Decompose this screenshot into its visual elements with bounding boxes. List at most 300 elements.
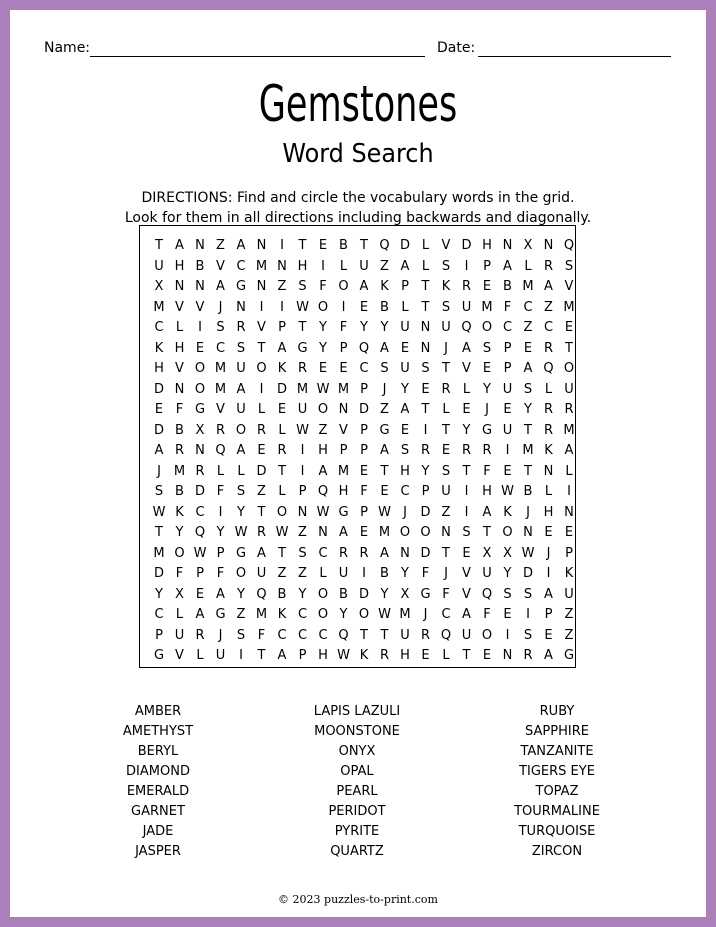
grid-letter: A (544, 279, 553, 294)
grid-letter: O (174, 545, 185, 561)
grid-letter: S (236, 340, 246, 356)
grid-letter: A (462, 607, 471, 622)
grid-letter: D (522, 566, 533, 581)
grid-letter: H (482, 484, 492, 499)
grid-letter: P (196, 566, 204, 581)
grid-letter: W (337, 648, 350, 663)
grid-letter: T (442, 422, 450, 438)
grid-letter: E (359, 463, 369, 479)
grid-letter: U (564, 381, 574, 397)
word-list-item: BERYL (137, 744, 179, 759)
grid-letter: Z (216, 238, 225, 253)
grid-letter: S (298, 279, 307, 294)
grid-letter: P (360, 504, 368, 520)
grid-letter: M (522, 443, 534, 458)
grid-letter: T (380, 463, 389, 479)
grid-letter: M (481, 299, 493, 315)
grid-letter: U (400, 320, 410, 335)
grid-letter: L (524, 258, 532, 274)
grid-letter: O (502, 525, 513, 540)
grid-letter: V (216, 258, 225, 274)
grid-letter: K (564, 566, 574, 581)
grid-letter: I (218, 504, 223, 520)
grid-letter: I (259, 299, 264, 315)
grid-letter: E (503, 402, 512, 417)
grid-letter: B (503, 279, 512, 294)
grid-letter: J (382, 381, 387, 397)
grid-letter: L (462, 381, 471, 397)
grid-letter: T (298, 238, 307, 253)
grid-letter: B (175, 422, 184, 438)
grid-letter: C (154, 607, 164, 622)
grid-letter: L (257, 402, 266, 417)
grid-letter: T (565, 340, 573, 356)
grid-letter: A (564, 443, 574, 458)
grid-letter: R (523, 648, 533, 663)
grid-letter: Q (256, 586, 267, 602)
grid-letter: S (421, 361, 430, 376)
grid-letter: W (193, 545, 207, 561)
grid-letter: I (546, 566, 551, 581)
grid-letter: J (218, 627, 223, 643)
grid-letter: W (316, 504, 330, 520)
grid-letter: U (215, 648, 226, 663)
grid-letter: F (442, 586, 450, 602)
grid-letter: S (236, 484, 246, 499)
grid-letter: L (421, 258, 430, 274)
grid-letter: W (275, 525, 289, 540)
grid-letter: T (442, 545, 450, 561)
grid-letter: I (300, 463, 305, 479)
grid-letter: U (154, 258, 164, 274)
grid-letter: U (256, 566, 267, 581)
grid-letter: E (544, 525, 553, 540)
grid-letter: Y (380, 586, 389, 602)
grid-letter: U (400, 361, 410, 376)
grid-letter: V (462, 361, 471, 376)
grid-letter: E (400, 340, 410, 356)
grid-letter: R (195, 627, 205, 643)
grid-letter: O (481, 627, 493, 643)
grid-letter: T (421, 279, 430, 294)
grid-letter: E (482, 361, 492, 376)
grid-letter: J (218, 299, 223, 315)
grid-letter: F (360, 484, 368, 499)
grid-letter: E (564, 320, 574, 335)
grid-letter: S (462, 525, 471, 540)
grid-letter: A (236, 381, 246, 397)
grid-letter: A (380, 443, 389, 458)
grid-letter: Z (544, 299, 553, 315)
grid-letter: M (255, 258, 268, 274)
grid-letter: X (523, 238, 533, 253)
grid-letter: D (153, 381, 164, 397)
grid-letter: Q (379, 238, 390, 253)
grid-letter: Q (317, 484, 329, 499)
word-list-item: DIAMOND (126, 764, 190, 779)
grid-letter: S (523, 586, 533, 602)
grid-letter: C (359, 361, 369, 376)
grid-letter: A (400, 258, 410, 274)
grid-letter: E (318, 238, 328, 253)
grid-letter: Z (298, 525, 307, 540)
grid-letter: S (154, 484, 164, 499)
grid-letter: Y (319, 320, 327, 335)
grid-letter: W (378, 504, 391, 520)
word-list-item: PYRITE (334, 824, 380, 839)
grid-letter: M (173, 463, 186, 479)
grid-letter: G (338, 504, 349, 520)
grid-letter: I (464, 484, 469, 499)
page-title: Gemstones (258, 75, 458, 133)
grid-letter: U (482, 566, 492, 581)
grid-letter: L (421, 238, 430, 253)
grid-letter: D (256, 463, 267, 479)
grid-letter: U (174, 627, 185, 643)
grid-letter: O (338, 279, 349, 294)
grid-letter: A (482, 504, 492, 520)
grid-letter: F (175, 402, 184, 417)
grid-letter: T (421, 299, 430, 315)
grid-letter: R (297, 361, 308, 376)
grid-letter: F (483, 607, 491, 622)
grid-letter: X (154, 279, 164, 294)
grid-letter: A (216, 586, 225, 602)
grid-letter: L (319, 566, 327, 581)
name-label: Name: (44, 40, 91, 56)
grid-letter: H (318, 648, 328, 663)
grid-letter: U (441, 484, 451, 499)
grid-letter: Z (441, 504, 451, 520)
grid-letter: U (236, 361, 246, 376)
grid-letter: C (195, 504, 205, 520)
grid-letter: V (175, 648, 184, 663)
grid-letter: Q (338, 627, 349, 643)
grid-letter: C (215, 340, 226, 356)
grid-letter: A (339, 525, 348, 540)
grid-letter: T (524, 463, 532, 479)
word-list-item: GARNET (131, 804, 185, 819)
grid-letter: D (399, 238, 410, 253)
grid-letter: H (400, 648, 410, 663)
grid-letter: R (338, 545, 349, 561)
grid-letter: P (278, 320, 286, 335)
grid-letter: N (502, 648, 513, 663)
grid-letter: U (359, 258, 369, 274)
grid-letter: I (464, 258, 469, 274)
grid-letter: I (423, 422, 428, 438)
grid-letter: I (280, 238, 284, 253)
grid-letter: P (503, 340, 512, 356)
grid-letter: S (380, 361, 389, 376)
grid-letter: L (175, 607, 184, 622)
grid-letter: N (256, 238, 267, 253)
grid-letter: P (339, 340, 348, 356)
grid-letter: R (543, 258, 554, 274)
grid-letter: L (565, 463, 573, 479)
grid-letter: I (280, 299, 284, 315)
grid-letter: M (563, 422, 575, 438)
page-subtitle: Word Search (282, 139, 434, 169)
grid-letter: O (358, 607, 370, 622)
word-list-item: RUBY (539, 704, 575, 719)
grid-letter: L (216, 463, 225, 479)
grid-letter: F (421, 566, 430, 581)
grid-letter: I (259, 381, 264, 397)
grid-letter: R (256, 422, 267, 438)
grid-letter: O (317, 607, 329, 622)
grid-letter: L (544, 484, 553, 499)
word-list-item: QUARTZ (330, 844, 384, 859)
grid-letter: U (297, 402, 308, 417)
grid-letter: W (296, 299, 309, 315)
grid-letter: A (544, 648, 553, 663)
grid-letter: N (543, 238, 554, 253)
grid-letter: Q (440, 627, 452, 643)
grid-letter: Y (339, 607, 348, 622)
grid-letter: V (339, 422, 348, 438)
grid-letter: H (154, 361, 164, 376)
grid-letter: P (216, 545, 225, 561)
grid-letter: T (257, 648, 266, 663)
grid-letter: Y (462, 422, 471, 438)
grid-letter: Z (523, 320, 533, 335)
grid-letter: Y (237, 586, 245, 602)
grid-letter: A (175, 238, 184, 253)
date-line (478, 56, 671, 57)
grid-letter: B (523, 484, 533, 499)
grid-letter: P (401, 279, 409, 294)
word-list-item: EMERALD (126, 784, 190, 799)
grid-letter: R (564, 402, 574, 417)
grid-letter: Y (216, 525, 225, 540)
grid-letter: F (319, 279, 327, 294)
grid-letter: Y (380, 320, 389, 335)
grid-letter: H (543, 504, 554, 520)
grid-letter: C (318, 627, 328, 643)
grid-letter: C (277, 627, 287, 643)
grid-letter: D (276, 381, 287, 397)
word-list-item: PERIDOT (328, 804, 386, 819)
grid-letter: A (195, 607, 205, 622)
grid-letter: G (563, 648, 575, 663)
word-list-item: AMETHYST (122, 724, 194, 739)
grid-letter: Z (380, 258, 389, 274)
grid-letter: L (339, 258, 348, 274)
grid-letter: U (400, 627, 410, 643)
grid-letter: G (420, 586, 431, 602)
grid-letter: E (503, 463, 512, 479)
grid-letter: E (523, 340, 533, 356)
grid-letter: L (401, 299, 409, 315)
grid-letter: F (503, 299, 512, 315)
grid-letter: P (339, 443, 348, 458)
grid-letter: Y (298, 586, 307, 602)
grid-letter: V (462, 586, 471, 602)
grid-letter: H (482, 238, 492, 253)
grid-letter: R (236, 320, 246, 335)
grid-letter: A (236, 443, 246, 458)
grid-letter: G (215, 607, 226, 622)
grid-letter: C (400, 484, 410, 499)
word-list-item: TANZANITE (520, 744, 594, 759)
grid-letter: E (195, 340, 205, 356)
word-list-item: SAPPHIRE (525, 724, 589, 739)
grid-letter: Y (175, 525, 184, 540)
grid-letter: I (505, 627, 510, 643)
grid-letter: A (544, 586, 553, 602)
grid-letter: P (298, 648, 307, 663)
grid-letter: N (420, 320, 431, 335)
grid-letter: H (174, 258, 185, 274)
directions-line-2: Look for them in all directions including backwards and diagonally. (124, 210, 592, 226)
grid-letter: D (420, 504, 431, 520)
grid-letter: N (256, 279, 267, 294)
grid-letter: E (318, 361, 328, 376)
grid-letter: S (236, 627, 246, 643)
grid-letter: Z (236, 607, 246, 622)
grid-letter: K (277, 361, 287, 376)
grid-letter: D (358, 586, 369, 602)
grid-letter: B (380, 566, 389, 581)
grid-letter: T (278, 545, 286, 561)
word-list-item: TOPAZ (535, 784, 579, 799)
grid-letter: N (523, 525, 533, 540)
grid-letter: H (400, 463, 410, 479)
grid-letter: V (175, 361, 184, 376)
grid-letter: N (195, 443, 205, 458)
grid-letter: I (464, 504, 469, 520)
grid-letter: T (380, 627, 389, 643)
grid-letter: Y (483, 381, 491, 397)
grid-letter: U (461, 299, 472, 315)
grid-letter: T (483, 525, 491, 540)
grid-letter: D (420, 545, 431, 561)
grid-letter: G (153, 648, 165, 663)
grid-letter: D (153, 422, 164, 438)
grid-letter: L (278, 422, 286, 438)
grid-letter: Y (155, 586, 163, 602)
grid-letter: J (526, 504, 530, 520)
grid-letter: T (524, 422, 532, 438)
grid-letter: R (359, 545, 369, 561)
grid-letter: U (564, 586, 574, 602)
grid-letter: U (461, 627, 472, 643)
grid-letter: V (216, 402, 225, 417)
grid-letter: N (174, 381, 185, 397)
grid-letter: O (399, 525, 411, 540)
word-list-item: ZIRCON (531, 844, 583, 859)
grid-letter: I (321, 258, 325, 274)
grid-letter: L (196, 648, 204, 663)
grid-letter: C (502, 320, 513, 335)
grid-letter: R (215, 422, 226, 438)
grid-letter: C (297, 627, 308, 643)
name-date-header (10, 38, 706, 62)
grid-letter: A (216, 279, 225, 294)
grid-letter: S (564, 258, 574, 274)
grid-letter: N (441, 525, 451, 540)
grid-letter: A (154, 443, 164, 458)
grid-letter: E (503, 607, 512, 622)
grid-letter: D (358, 402, 369, 417)
grid-letter: I (198, 320, 202, 335)
grid-letter: P (565, 545, 573, 561)
grid-letter: U (502, 381, 513, 397)
grid-letter: O (481, 320, 493, 335)
grid-letter: O (563, 361, 575, 376)
grid-letter: E (380, 484, 389, 499)
grid-letter: T (298, 320, 307, 335)
grid-letter: R (543, 402, 554, 417)
grid-letter: N (564, 504, 574, 520)
grid-letter: N (195, 238, 205, 253)
grid-letter: G (235, 545, 247, 561)
grid-letter: E (544, 627, 553, 643)
grid-letter: U (338, 566, 349, 581)
grid-letter: E (400, 422, 410, 438)
grid-letter: M (522, 279, 534, 294)
grid-letter: N (195, 279, 205, 294)
grid-letter: V (175, 299, 184, 315)
grid-letter: O (276, 504, 288, 520)
grid-letter: O (317, 402, 329, 417)
grid-letter: Q (543, 361, 554, 376)
grid-letter: X (400, 586, 410, 602)
grid-letter: W (234, 525, 248, 540)
grid-letter: Z (318, 422, 328, 438)
grid-letter: S (441, 299, 451, 315)
grid-letter: N (400, 545, 410, 561)
grid-letter: I (341, 299, 346, 315)
grid-letter: C (523, 299, 533, 315)
grid-letter: G (481, 422, 493, 438)
grid-letter: O (235, 422, 247, 438)
grid-letter: V (441, 238, 451, 253)
grid-letter: K (277, 607, 287, 622)
word-list-item: TIGERS EYE (519, 764, 595, 779)
grid-letter: W (316, 381, 330, 397)
grid-letter: G (379, 422, 390, 438)
grid-letter: I (362, 566, 366, 581)
grid-letter: W (501, 484, 514, 499)
grid-letter: S (441, 258, 451, 274)
grid-letter: Y (237, 504, 245, 520)
grid-letter: N (174, 279, 185, 294)
grid-letter: G (235, 279, 247, 294)
grid-letter: O (420, 525, 431, 540)
grid-letter: K (544, 443, 553, 458)
grid-letter: K (359, 648, 369, 663)
grid-letter: J (157, 463, 161, 479)
grid-letter: Q (215, 443, 226, 458)
grid-letter: W (521, 545, 535, 561)
grid-letter: M (255, 607, 268, 622)
grid-letter: V (462, 566, 471, 581)
grid-letter: F (175, 566, 184, 581)
grid-letter: T (257, 340, 266, 356)
word-list-item: MOONSTONE (314, 724, 400, 739)
grid-letter: J (403, 504, 407, 520)
grid-letter: F (216, 484, 225, 499)
grid-letter: R (441, 381, 451, 397)
grid-letter: B (339, 238, 348, 253)
grid-letter: T (360, 238, 368, 253)
grid-letter: Z (257, 484, 266, 499)
grid-letter: K (175, 504, 184, 520)
grid-letter: A (359, 279, 369, 294)
grid-letter: T (360, 627, 368, 643)
